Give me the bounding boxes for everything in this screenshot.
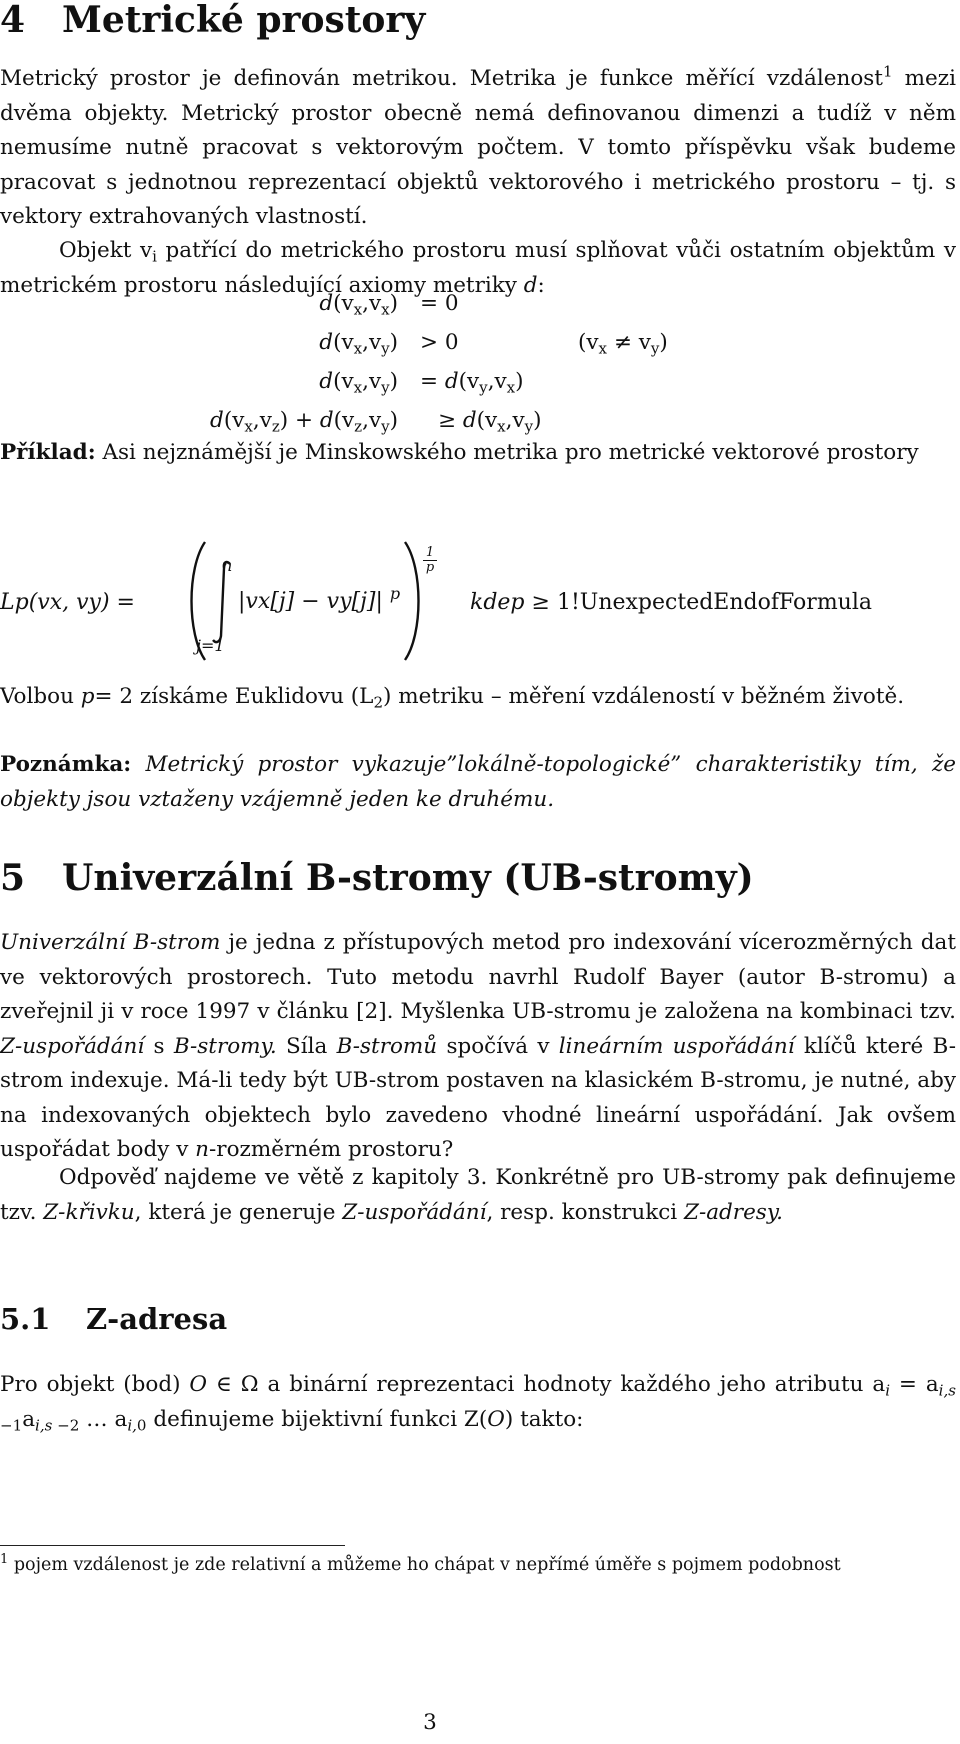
page-number: 3 xyxy=(423,1710,437,1735)
body-exponent: p xyxy=(389,584,401,604)
example-text: Asi nejznámější je Minskowského metrika pro metrické vektorové prostory xyxy=(95,440,919,465)
subscript: 2 xyxy=(373,693,384,712)
exponent-numerator: 1 xyxy=(423,546,437,561)
example-label: Příklad: xyxy=(0,440,96,465)
footnote-rule xyxy=(0,1545,345,1546)
formula-condition xyxy=(470,590,872,616)
paragraph-metric-intro xyxy=(0,62,956,235)
paragraph-text: patřící do metrického prostoru musí splňovat vůči ostatním objektům v metrickém prostoru následující axiomy metriky xyxy=(0,238,956,298)
paragraph-axioms-intro xyxy=(0,234,956,303)
right-parenthesis xyxy=(405,542,419,660)
axiom-lhs: $d(v_x,v_z) + d(v_z,v_y)$ xyxy=(210,408,398,436)
axiom-relation: > 0 xyxy=(420,330,459,355)
section-number: 5 xyxy=(0,857,26,899)
paragraph-euclid xyxy=(0,680,956,715)
paragraph-z-address: Pro objekt (bod) O ∈ Ω a binární reprezentaci hodnoty každého jeho atributu $a_i = a_{i,s -1}a_{i,s -2}$ … $a_{i,0}$ definujeme bijektivní funkci Z(O) takto: xyxy=(0,1372,956,1434)
emphasized-term: Z-uspořádání xyxy=(0,1033,145,1059)
condition-text: kdep xyxy=(470,590,525,615)
note-paragraph xyxy=(0,748,956,817)
axiom-condition: $(v_x \ne v_y)$ xyxy=(578,330,668,358)
integral-upper-limit: n xyxy=(222,556,233,575)
metric-symbol: d xyxy=(523,272,538,298)
subsection-number: 5.1 xyxy=(0,1302,51,1336)
formula-body-text: |vx[j] − vy[j]| xyxy=(238,589,383,614)
emphasized-term: Z-křivku xyxy=(43,1199,135,1225)
paragraph-text: = 2 získáme Euklidovu (L xyxy=(94,684,374,709)
axiom-relation: ≥ $d(v_x,v_y)$ xyxy=(438,408,542,436)
paragraph-text: , resp. konstrukci xyxy=(486,1199,685,1225)
variable-p: p xyxy=(80,684,95,709)
emphasized-term: Univerzální B-strom xyxy=(0,930,221,955)
paragraph-text: : xyxy=(537,272,545,298)
emphasized-term: Z-adresy. xyxy=(684,1199,783,1225)
paragraph-text: spočívá v xyxy=(437,1033,559,1059)
section-title: Metrické prostory xyxy=(62,0,426,41)
section-number: 4 xyxy=(0,0,26,41)
subsection-5-1-heading xyxy=(0,1302,956,1336)
paragraph-text: klíčů které B-strom indexuje. Má-li tedy být UB-strom postaven na klasickém B-stromu, je nutné, aby na indexovaných objektech bylo zavedeno vhodné lineární uspořádání. Jak ovšem uspořádat body v xyxy=(0,1033,956,1162)
subscript: i xyxy=(152,247,157,266)
axiom-relation: = $d(v_y,v_x)$ xyxy=(420,369,524,397)
paragraph-z-curve xyxy=(0,1161,956,1230)
footnote xyxy=(0,1552,956,1578)
formula-body xyxy=(238,584,401,615)
paragraph-text: Objekt v xyxy=(59,238,153,263)
emphasized-term: Z-uspořádání xyxy=(342,1199,487,1225)
footnote-reference[interactable]: 1 xyxy=(882,62,893,81)
section-4-heading xyxy=(0,0,956,40)
axiom-relation: = 0 xyxy=(420,291,459,316)
axiom-lhs: $d(v_x,v_y)$ xyxy=(319,369,398,397)
axiom-lhs: $d(v_x,v_y)$ xyxy=(319,330,398,358)
axiom-lhs: $d(v_x,v_x)$ xyxy=(319,291,398,319)
footnote-text: pojem vzdálenost je zde relativní a můžeme ho chápat v nepřímé úměře s pojmem podobnost xyxy=(8,1555,841,1575)
paragraph-text: -rozměrném prostoru? xyxy=(209,1137,454,1162)
exponent-denominator: p xyxy=(425,560,435,575)
paragraph-text: ) metriku – měření vzdáleností v běžném životě. xyxy=(383,684,905,709)
paragraph-text: Metrický prostor je definován metrikou. Metrika je funkce měřící vzdálenost xyxy=(0,66,883,91)
note-text: Metrický prostor vykazuje”lokálně-topologické” charakteristiky tím, že objekty jsou vztaženy vzájemně jeden ke druhému. xyxy=(0,752,956,812)
integral-lower-limit: j=1 xyxy=(196,636,225,655)
paragraph-text: s xyxy=(144,1033,174,1059)
note-label: Poznámka: xyxy=(0,752,132,777)
paragraph-text: Odpověď najdeme ve větě z kapitoly 3. Konkrétně pro UB-stromy pak definujeme tzv. xyxy=(0,1165,956,1225)
section-5-heading xyxy=(0,858,956,898)
paragraph-text: , která je generuje xyxy=(134,1199,343,1225)
emphasized-term: B-stromy. xyxy=(173,1033,277,1059)
paragraph-ub-tree-intro xyxy=(0,926,956,1168)
emphasized-term: lineárním uspořádání xyxy=(558,1033,795,1059)
formula-lhs: Lp(vx, vy) = xyxy=(0,590,135,615)
paragraph-text: Síla xyxy=(276,1033,337,1059)
example-paragraph xyxy=(0,436,956,471)
subsection-title: Z-adresa xyxy=(86,1302,228,1336)
paragraph-text: mezi dvěma objekty. Metrický prostor obecně nemá definovanou dimenzi a tudíž v něm nemusíme nutně pracovat s vektorovým počtem. V tomto příspěvku však budeme pracovat s jednotnou reprezentací objektů vektorového i metrického prostoru – tj. s vektory extrahovaných vlastností. xyxy=(0,66,956,229)
outer-exponent xyxy=(423,546,437,575)
emphasized-term: B-stromů xyxy=(336,1033,438,1059)
emphasized-term: n xyxy=(195,1137,210,1162)
condition-relation: ≥ 1!UnexpectedEndofFormula xyxy=(531,590,873,615)
paragraph-text: Volbou xyxy=(0,684,81,709)
paragraph-text: je jedna z přístupových metod pro indexování vícerozměrných dat ve vektorových prostorech. Tuto metodu navrhl Rudolf Bayer (autor B-stromu) a zveřejnil ji v roce 1997 v článku [2]. Myšlenka UB-stromu je založena na kombinaci tzv. xyxy=(0,930,956,1024)
section-title: Univerzální B-stromy (UB-stromy) xyxy=(62,857,754,899)
footnote-mark: 1 xyxy=(0,1551,9,1567)
